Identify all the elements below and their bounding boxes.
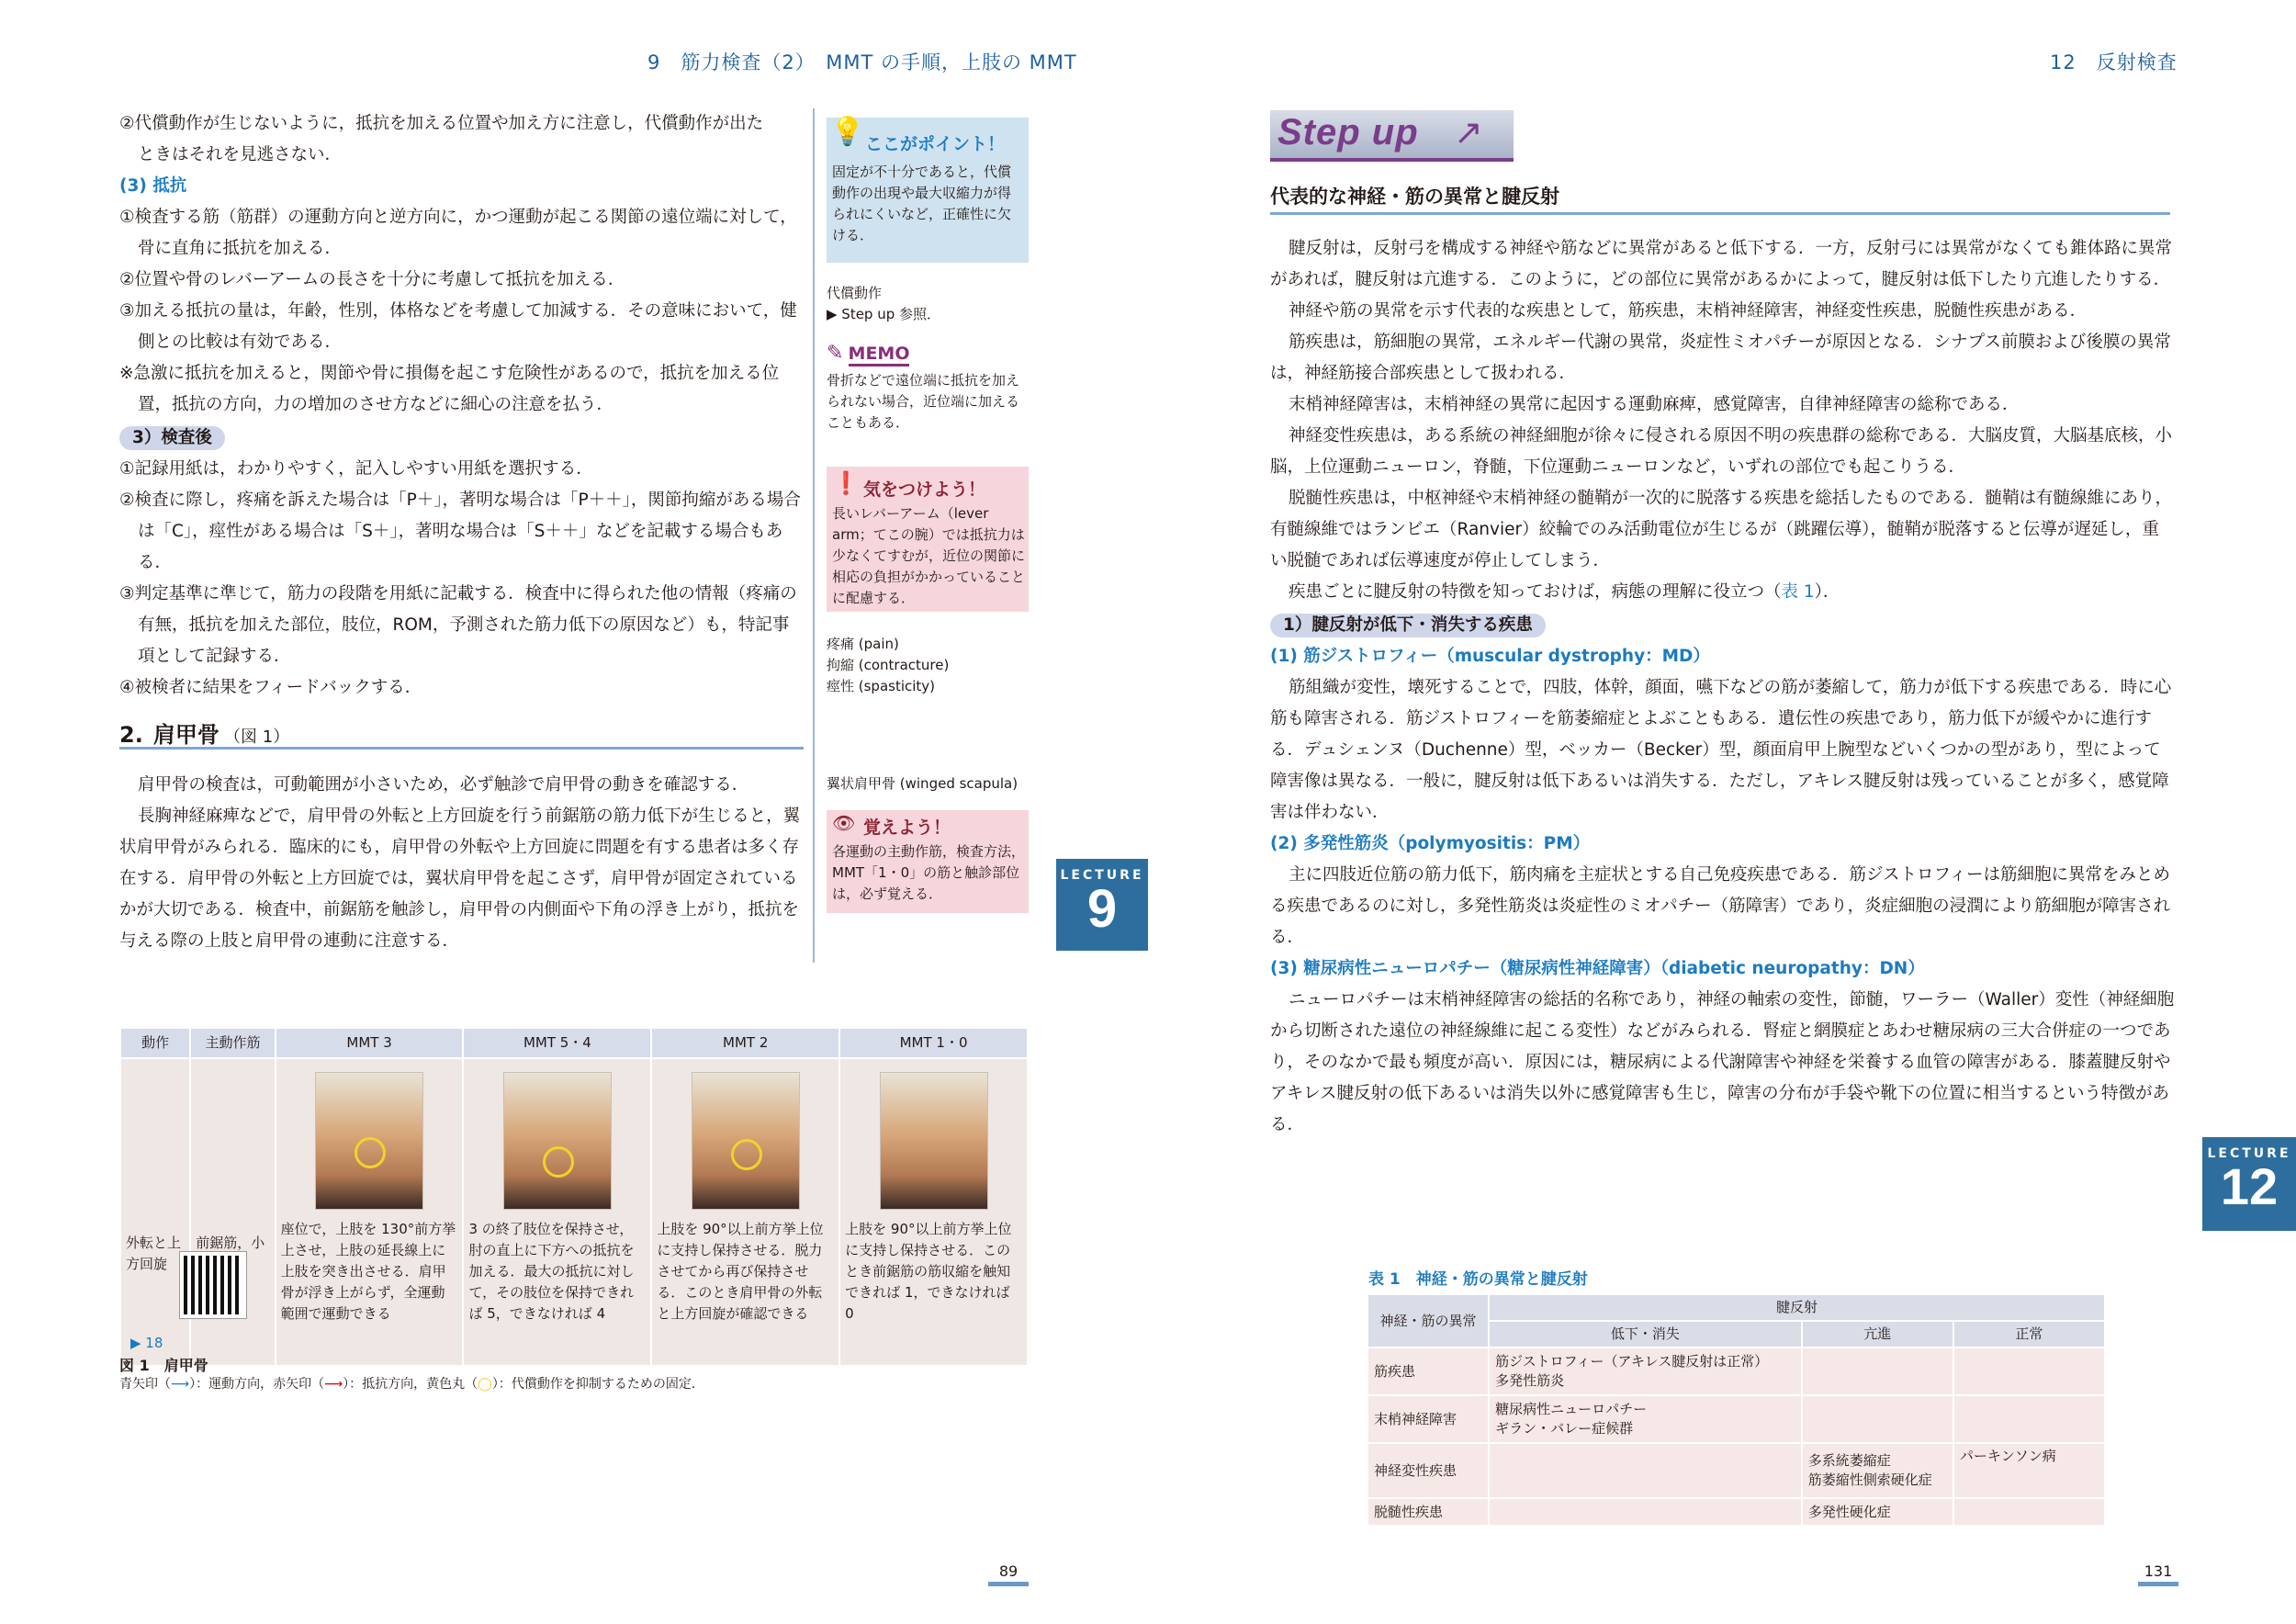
photo-mmt3 — [315, 1072, 423, 1210]
right-body — [1270, 233, 2175, 1141]
table-header: 亢進 — [1802, 1321, 1953, 1348]
table-cell: パーキンソン病 — [1953, 1443, 2105, 1498]
figure-caption — [119, 1374, 704, 1393]
mmt-description: 3 の終了肢位を保持させ，肘の直上に下方への抵抗を加える．最大の抵抗に対して，その肢位を保持できれば 5，できなければ 4 — [468, 1221, 635, 1322]
photo-mmt54 — [503, 1072, 612, 1210]
column-divider — [813, 108, 815, 963]
remember-title: 覚えよう！ — [863, 818, 951, 838]
table-cell — [1489, 1498, 1802, 1526]
disease-title: (3) 糖尿病性ニューロパチー（糖尿病性神経障害）（diabetic neuropathy：DN） — [1270, 959, 1925, 978]
left-body-scapula — [119, 770, 804, 957]
muscle-cell: 前鋸筋，小 — [190, 1058, 275, 1366]
header-cell: 主動作筋 — [190, 1028, 275, 1058]
table-cell — [1953, 1395, 2105, 1443]
text-part: ）． — [1814, 582, 1840, 602]
paragraph: 長胸神経麻痺などで，肩甲骨の外転と上方回旋を行う前鋸筋の筋力低下が生じると，翼状肩甲骨がみられる．臨床的にも，肩甲骨の外転や上方回旋に問題を有する患者は多く存在する．肩甲骨の外転と上方回旋では，翼状肩甲骨を起こさず，肩甲骨が固定されているかが大切である．検査中，前鋸筋を触診し，肩甲骨の内側面や下角の浮き上がり，抵抗を与える際の上肢と肩甲骨の連動に注意する． — [119, 806, 801, 951]
right-running-header: 12 反射検査 — [2050, 51, 2178, 73]
list-item: ②位置や骨のレバーアームの長さを十分に考慮して抵抗を加える． — [119, 270, 625, 289]
list-item: ①検査する筋（筋群）の運動方向と逆方向に，かつ運動が起こる関節の遠位端に対して，骨に直角に抵抗を加える． — [119, 208, 797, 258]
paragraph: 筋組織が変性，壊死することで，四肢，体幹，顔面，嚥下などの筋が萎縮して，筋力が低下する疾患である．時に心筋も障害される．筋ジストロフィーを筋萎縮症とよぶこともある．遺伝性の疾患であり，筋力低下が緩やかに進行する．デュシェンヌ（Duchenne）型，ベッカー（Becker）型，顔面肩甲上腕型などいくつかの型があり，型によって障害像は異なる．一般に，腱反射は低下あるいは消失する．ただし，アキレス腱反射は残っていることが多く，感覚障害は伴わない． — [1270, 678, 2172, 822]
table-cell — [1802, 1348, 1953, 1395]
caption-part: ）：運動方向，赤矢印（ — [189, 1377, 325, 1392]
paragraph: 筋疾患は，筋細胞の異常，エネルギー代謝の異常，炎症性ミオパチーが原因となる．シナプス前膜および後膜の異常は，神経筋接合部疾患として扱われる． — [1270, 333, 2171, 383]
memo-title: MEMO — [849, 344, 910, 367]
paragraph: 神経変性疾患は，ある系統の神経細胞が徐々に侵される原因不明の疾患群の総称である．大脳皮質，大脳基底核，小脳，上位運動ニューロン，脊髄，下位運動ニューロンなど，いずれの部位でも起こりうる． — [1270, 426, 2173, 477]
caption-part: ）：代償動作を抑制するための固定． — [491, 1377, 704, 1392]
list-item-note: ※急激に抵抗を加えると，関節や骨に損傷を起こす危険性があるので，抵抗を加える位置，抵抗の方向，力の増加のさせ方などに細心の注意を払う． — [119, 364, 780, 414]
memo-text: 骨折などで遠位端に抵抗を加えられない場合，近位端に加えることもある． — [827, 372, 1020, 431]
paragraph: 末梢神経障害は，末梢神経の異常に起因する運動麻痺，感覚障害，自律神経障害の総称である． — [1289, 395, 2020, 414]
stepup-banner — [1270, 110, 1514, 164]
header-cell: MMT 1・0 — [839, 1028, 1028, 1058]
header-cell: MMT 3 — [276, 1028, 464, 1058]
term-label: 代償動作 — [827, 285, 883, 301]
yellow-circle-icon — [731, 1139, 762, 1170]
table-header: 神経・筋の異常 — [1367, 1294, 1489, 1348]
mmt-description: 座位で，上肢を 130°前方挙上させ，上肢の延長線上に上肢を突き出させる．肩甲骨が浮き上がらず，全運動範囲で運動できる — [280, 1221, 456, 1322]
table-header: 低下・消失 — [1489, 1321, 1802, 1348]
table-cell — [1489, 1443, 1802, 1498]
motion-label: 外転と上方回旋 — [126, 1234, 182, 1272]
paragraph: 肩甲骨の検査は，可動範囲が小さいため，必ず触診で肩甲骨の動きを確認する． — [138, 775, 749, 795]
point-text: 固定が不十分であると，代償動作の出現や最大収縮力が得られにくいなど，正確性に欠ける． — [832, 164, 1012, 243]
video-ref[interactable]: ▶ 18 — [130, 1335, 163, 1351]
term-list — [827, 634, 1029, 697]
page-number-right: 131 — [2138, 1562, 2178, 1586]
caution-box — [827, 467, 1029, 612]
header-cell: 動作 — [120, 1028, 190, 1058]
caption-part: 青矢印（ — [119, 1377, 171, 1392]
text-part: 疾患ごとに腱反射の特徴を知っておけば，病態の理解に役立つ（ — [1289, 582, 1782, 602]
stepup-title: 代表的な神経・筋の異常と腱反射 — [1270, 182, 2170, 215]
mmt-description: 上肢を 90°以上前方挙上位に支持し保持させる．脱力させてから再び保持させる．このとき肩甲骨の外転と上方回旋が確認できる — [657, 1221, 824, 1322]
lecture-tab-9 — [1056, 859, 1148, 951]
table-cell — [1802, 1395, 1953, 1443]
left-running-header: 9 筋力検査（2） MMT の手順，上肢の MMT — [647, 51, 1077, 73]
section-title: 肩甲骨 — [152, 722, 219, 748]
table-row-label: 脱髄性疾患 — [1367, 1498, 1489, 1526]
table-header: 腱反射 — [1489, 1294, 2105, 1321]
term-item: 痙性 (spasticity) — [827, 678, 936, 694]
term-item: 拘縮 (contracture) — [827, 657, 950, 673]
term-winged: 翼状肩甲骨 (winged scapula) — [827, 775, 1019, 792]
motion-cell — [120, 1058, 190, 1366]
eye-icon: 👁 — [832, 812, 856, 834]
table-ref-link[interactable]: 表 1 — [1781, 582, 1815, 602]
lecture-label: LECTURE — [1060, 868, 1144, 883]
paragraph — [1270, 577, 2175, 608]
table-1-caption: 表 1 神経・筋の異常と腱反射 — [1368, 1270, 1588, 1289]
subheading-reduced-reflex: 1）腱反射が低下・消失する疾患 — [1270, 614, 1546, 637]
subheading-after-test: 3）検査後 — [119, 426, 225, 450]
figure-ref: （図 1） — [224, 727, 290, 747]
paragraph: 主に四肢近位筋の筋力低下，筋肉痛を主症状とする自己免疫疾患である．筋ジストロフィーは筋細胞に異常をみとめる疾患であるのに対し，多発性筋炎は炎症性のミオパチー（筋障害）であり，炎症細胞の浸潤により筋細胞が障害される． — [1270, 865, 2171, 947]
list-item: ①記録用紙は，わかりやすく，記入しやすい用紙を選択する． — [119, 459, 593, 479]
term-item: 疼痛 (pain) — [827, 636, 899, 652]
memo-icon: ✎ — [827, 342, 844, 365]
mmt10-cell — [839, 1058, 1028, 1366]
table-cell — [1953, 1348, 2105, 1395]
paragraph: 脱髄性疾患は，中枢神経や末梢神経の髄鞘が一次的に脱落する疾患を総括したものである．髄鞘は有髄線維にあり，有髄線維ではランビエ（Ranvier）絞輪でのみ活動電位が生じるが（跳躍伝導），髄鞘が脱落すると伝導が遅延し，重い脱髄であれば伝導速度が停止してしまう． — [1270, 489, 2173, 570]
lecture-label: LECTURE — [2207, 1146, 2291, 1161]
table-row-label: 末梢神経障害 — [1367, 1395, 1489, 1443]
mmt54-cell — [463, 1058, 651, 1366]
page-number-left: 89 — [988, 1562, 1029, 1586]
photo-mmt2 — [692, 1072, 800, 1210]
lecture-number: 9 — [1086, 879, 1118, 939]
exclamation-icon: ❗ — [832, 470, 860, 496]
photo-mmt10 — [880, 1072, 988, 1210]
table-row-label: 筋疾患 — [1367, 1348, 1489, 1395]
caption-part: ）：抵抗方向，黄色丸（ — [343, 1377, 478, 1392]
yellow-circle-icon: ◯ — [478, 1377, 492, 1392]
qr-code[interactable] — [180, 1252, 246, 1318]
lecture-tab-12 — [2202, 1137, 2296, 1231]
list-item: ③加える抵抗の量は，年齢，性別，体格などを考慮して加減する．その意味において，健側との比較は有効である． — [119, 301, 797, 352]
table-cell: 糖尿病性ニューロパチー ギラン・バレー症候群 — [1489, 1395, 1802, 1443]
table-cell: 筋ジストロフィー（アキレス腱反射は正常） 多発性筋炎 — [1489, 1348, 1802, 1395]
table-header: 正常 — [1953, 1321, 2105, 1348]
point-title: ここがポイント！ — [865, 134, 1006, 154]
yellow-circle-icon — [543, 1146, 574, 1178]
caution-text: 長いレバーアーム（lever arm；てこの腕）では抵抗力は少なくてすむが，近位の関節に相応の負担がかかっていることに配慮する． — [832, 505, 1026, 606]
header-cell: MMT 2 — [651, 1028, 839, 1058]
paragraph: 神経や筋の異常を示す代表的な疾患として，筋疾患，末梢神経障害，神経変性疾患，脱髄性疾患がある． — [1289, 301, 2088, 321]
lightbulb-icon: 💡 — [830, 116, 865, 148]
table-cell: 多発性硬化症 — [1802, 1498, 1953, 1526]
list-item: ②検査に際し，疼痛を訴えた場合は「P＋」，著明な場合は「P＋＋」，関節拘縮がある場合は「C」，痙性がある場合は「S＋」，著明な場合は「S＋＋」などを記載する場合もある． — [119, 491, 801, 572]
table-cell: 多系統萎縮症 筋萎縮性側索硬化症 — [1802, 1443, 1953, 1498]
header-cell: MMT 5・4 — [463, 1028, 651, 1058]
list-item: ③判定基準に準じて，筋力の段階を用紙に記載する．検査中に得られた他の情報（疼痛の有無，抵抗を加えた部位，肢位，ROM，予測された筋力低下の原因など）も，特記事項として記録する． — [119, 584, 797, 666]
lecture-number: 12 — [2220, 1157, 2279, 1215]
remember-box — [827, 810, 1029, 913]
table-1 — [1367, 1293, 2106, 1527]
section-number: 2. — [119, 722, 143, 748]
text-line: ②代償動作が生じないように，抵抗を加える位置や加え方に注意し，代償動作が出た — [119, 114, 764, 133]
stepup-label: Step up — [1277, 112, 1419, 152]
up-arrow-icon: ↗ — [1454, 112, 1483, 152]
paragraph: ニューロパチーは末梢神経障害の総括的名称であり，神経の軸索の変性，節髄，ワーラー（Waller）変性（神経細胞から切断された遠位の神経線維に起こる変性）などがみられる．腎症と網膜症とあわせ糖尿病の三大合併症の一つであり，そのなかで最も頻度が高い．原因には，糖尿病による代謝障害や神経を栄養する血管の障害がある．膝蓋腱反射やアキレス腱反射の低下あるいは消失以外に感覚障害も生じ，障害の分布が手袋や靴下の位置に相当するという特徴がある． — [1270, 990, 2175, 1134]
table-row-label: 神経変性疾患 — [1367, 1443, 1489, 1498]
point-box — [827, 118, 1029, 263]
table-cell — [1953, 1498, 2105, 1526]
memo-box — [827, 342, 1029, 434]
subheading-resistance: (3) 抵抗 — [119, 176, 187, 196]
mmt2-cell — [651, 1058, 839, 1366]
figure-1-table — [119, 1027, 1029, 1367]
section-heading-scapula — [119, 716, 804, 750]
text-line: ときはそれを見逃さない． — [138, 145, 343, 164]
blue-arrow-icon: ⟶ — [171, 1377, 190, 1392]
caution-title: 気をつけよう！ — [863, 479, 986, 500]
mmt-description: 上肢を 90°以上前方挙上位に支持し保持させる．このとき前鋸筋の筋収縮を触知できれば 1，できなければ 0 — [845, 1221, 1012, 1322]
left-body-top — [119, 108, 804, 704]
mmt3-cell — [276, 1058, 464, 1366]
red-arrow-icon: ⟶ — [324, 1377, 343, 1392]
term-daisho — [827, 283, 1029, 325]
list-item: ④被検者に結果をフィードバックする． — [119, 678, 422, 697]
remember-text: 各運動の主動作筋，検査方法，MMT「1・0」の筋と触診部位は，必ず覚える． — [832, 843, 1026, 902]
figure-caption-title: 図 1 肩甲骨 — [119, 1357, 208, 1374]
yellow-circle-icon — [355, 1137, 386, 1168]
disease-title: (2) 多発性筋炎（polymyositis：PM） — [1270, 834, 1591, 853]
term-ref: ▶ Step up 参照． — [827, 306, 941, 322]
disease-title: (1) 筋ジストロフィー（muscular dystrophy：MD） — [1270, 647, 1710, 666]
paragraph: 腱反射は，反射弓を構成する神経や筋などに異常があると低下する．一方，反射弓には異常がなくても錐体路に異常があれば，腱反射は亢進する．このように，どの部位に異常があるかによって，腱反射は低下したり亢進したりする． — [1270, 239, 2173, 289]
